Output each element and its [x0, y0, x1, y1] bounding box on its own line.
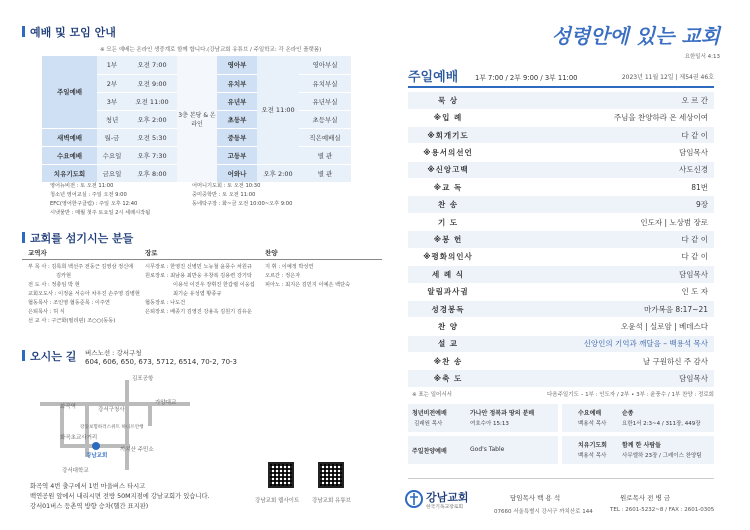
order-row	[408, 92, 714, 109]
heal-label: 치유기도회	[42, 164, 97, 182]
order-value: 81번	[691, 182, 708, 192]
map-label: 가양대교	[155, 400, 177, 406]
directions-map	[30, 372, 200, 472]
wed-service-box	[562, 404, 714, 432]
order-row	[408, 109, 714, 126]
staff-line: 오르간 : 정은자	[265, 273, 301, 279]
school-name: 초등부	[217, 110, 257, 128]
staff-line: 이용석 이진우 장휘진 한갑렬 이웅섭	[173, 282, 255, 288]
program-item: EFC(영어한구클럽) : 주일 오후 12:40	[50, 201, 138, 207]
school-name: 영아부	[217, 56, 257, 74]
order-value: 인도자 | 노상범 장로	[640, 217, 708, 227]
school-name: 중등부	[217, 128, 257, 146]
box-title: God's Table	[470, 446, 505, 453]
school-name: 어와나	[217, 164, 257, 182]
staff-line: 협동목사 : 조인영 협동준목 : 이주연	[28, 300, 110, 306]
order-label: 찬 양	[437, 321, 459, 331]
order-row	[408, 162, 714, 179]
map-label: 김포공항	[132, 376, 154, 382]
staff-line: 선 교 사 : 구근화(필리핀) 조○○(동동)	[28, 318, 116, 324]
divider	[408, 478, 714, 479]
staff-col-head: 장로	[145, 249, 158, 257]
heal-time: 오후 8:00	[127, 164, 177, 182]
bus-stop: 버스노선 : 강서구청	[85, 349, 142, 357]
program-item: 청소년 영어교실 : 주일 오전 9:00	[50, 192, 127, 198]
order-value: 9장	[695, 200, 708, 210]
order-label: ※신앙고백	[427, 165, 469, 175]
motto-reference: 요한일서 4:13	[684, 54, 720, 60]
order-row	[408, 214, 714, 231]
map-road	[148, 406, 152, 426]
church-phone: TEL : 2601-5232~8 / FAX : 2601-0305	[610, 507, 715, 513]
order-value: 담임목사	[679, 269, 708, 279]
church-motto-title: 성령안에 있는 교회	[551, 24, 720, 48]
school-name: 고등부	[217, 146, 257, 164]
order-row	[408, 336, 714, 353]
heal-day: 금요일	[97, 164, 127, 182]
order-label: ※축 도	[433, 374, 463, 384]
wed-day: 수요일	[97, 146, 127, 164]
staff-line: 교회오도사 : 이정윤 서승아 차우진 손주영 김병현	[28, 291, 140, 297]
map-label: 강서구청사	[98, 407, 125, 413]
box-label: 청년비전예배	[412, 410, 447, 417]
sunday-time: 오전 7:00	[127, 56, 177, 74]
box-ref: 요한1서 2:3~4 / 311장, 449장	[622, 421, 701, 427]
staff-col2	[145, 263, 255, 317]
staff-line: 협동장로 : 나도건	[145, 300, 186, 306]
healing-prayer-box	[562, 436, 714, 464]
church-logo-icon	[404, 489, 424, 509]
sunday-time: 오전 11:00	[127, 92, 177, 110]
order-label: ※용서의선언	[423, 147, 473, 157]
sunday-part: 1부	[97, 56, 127, 74]
divider	[22, 259, 382, 260]
order-label: 세 례 식	[432, 269, 464, 279]
box-ref: 사무엘하 23장 / 그레이스 찬양팀	[622, 453, 702, 459]
praise-service-box	[408, 436, 558, 464]
sunday-part: 3부	[97, 92, 127, 110]
school-place: 유년부실	[299, 92, 351, 110]
order-label: ※회개기도	[427, 130, 469, 140]
order-value: 다 같 이	[681, 234, 708, 244]
order-row	[408, 196, 714, 213]
school-place: 유치부실	[299, 74, 351, 92]
order-value: 다 같 이	[681, 130, 708, 140]
staff-col1	[28, 263, 140, 326]
worship-section-title: 예배 및 모임 안내	[22, 24, 116, 40]
dawn-label: 새벽예배	[42, 128, 97, 146]
church-name: 강남교회	[426, 491, 469, 504]
order-value: 주님을 찬양하라 온 세상이여	[613, 113, 708, 123]
order-label: 기 도	[437, 217, 459, 227]
staff-line: 김카현	[56, 273, 72, 279]
order-label: ※교 독	[433, 182, 463, 192]
sunday-part: 청년	[97, 110, 127, 128]
worship-schedule-table	[42, 56, 351, 183]
staff-col3	[265, 263, 350, 290]
program-item: 시냇물반 : 매월 첫주 토요일 2시 세례시작됨	[50, 210, 151, 216]
church-address: 07660 서울특별시 강서구 까치산로 144	[494, 509, 593, 515]
youtube-qr-code[interactable]	[318, 462, 344, 488]
order-row	[408, 353, 714, 370]
map-label: 화곡역	[60, 404, 76, 410]
service-place: 3층 본당 & 온라인	[177, 56, 217, 182]
staff-line: 지 휘 : 이예정 박성연	[265, 264, 314, 270]
worship-note: ※ 모든 예배는 온라인 생중계로 함께 합니다.(강남교회 유튜브 / 주일학교: 각 온라인 플랫폼)	[100, 47, 322, 53]
map-label: 화곡초교사거리	[60, 435, 98, 441]
direction-line: 강서01버스 등촌역 방향 승차(헬간 표지판)	[30, 503, 149, 510]
box-label: 치유기도회	[578, 442, 607, 449]
bus-numbers: 604, 606, 650, 673, 5712, 6514, 70-2, 70-3	[85, 358, 237, 366]
staff-line: 최기순 유성엽 황종규	[173, 291, 222, 297]
box-title: 함께 한 사람들	[622, 442, 661, 449]
map-label: 강동보험하러스위트 하니르안행	[80, 425, 144, 430]
box-ref: 여호수아 15:13	[470, 421, 509, 427]
school-time: 오후 2:00	[257, 164, 299, 182]
school-place: 초등부실	[299, 110, 351, 128]
order-value: 담임목사	[679, 374, 708, 384]
order-label: 설 교	[437, 339, 459, 349]
school-place: 영아부실	[299, 56, 351, 74]
sunday-time: 오전 9:00	[127, 74, 177, 92]
order-row	[408, 249, 714, 266]
map-label: 강서대학교	[62, 468, 89, 474]
box-speaker: 김래원 목사	[414, 421, 443, 427]
order-label: 묵 상	[437, 95, 459, 105]
box-title: 가나안 정복과 땅의 분배	[470, 410, 535, 417]
extra-programs-left	[50, 182, 150, 218]
program-item: 영어뉴비전 : 토 오전 11:00	[50, 183, 114, 189]
school-place: 직은예배실	[299, 128, 351, 146]
order-value: 오윤석 | 실로암 | 베데스다	[620, 321, 708, 331]
staff-col-head: 교역자	[28, 249, 47, 257]
order-label: 알림과사귐	[427, 287, 469, 297]
order-label: ※봉 헌	[433, 234, 463, 244]
order-row	[408, 127, 714, 144]
order-value: 다 같 이	[681, 252, 708, 262]
youth-service-box	[408, 404, 558, 432]
directions-section-title: 오시는 길	[22, 348, 76, 364]
service-title: 주일예배	[408, 70, 459, 85]
direction-line: 백연공원 앞에서 내리시면 전방 50M지점에 강남교회가 있습니다.	[30, 493, 210, 500]
order-row	[408, 144, 714, 161]
order-label: 찬 송	[437, 200, 459, 210]
prayer-note: 다음주일기도 – 1부 : 인도자 / 2부 • 3부 : 윤풍수 / 1부 찬양 : 정로회	[546, 392, 714, 398]
school-place: 별 관	[299, 146, 351, 164]
order-row	[408, 318, 714, 335]
school-time: 오전 11:00	[257, 56, 299, 164]
service-times: 1부 7:00 / 2부 9:00 / 3부 11:00	[475, 74, 578, 82]
staff-line: 부 목 사 : 김록희 백선주 전동근 김영삼 정신애	[28, 264, 134, 270]
order-row	[408, 266, 714, 283]
order-value: 마가복음 8:17~21	[643, 304, 708, 314]
box-label: 수요예배	[578, 410, 602, 417]
website-qr-code[interactable]	[268, 462, 294, 488]
staff-line: 은퇴장로 : 배종기 김영진 강용옥 김원기 김유운	[145, 309, 252, 315]
bulletin-date: 2023년 11월 12일 | 제54권 46호	[621, 74, 714, 81]
box-speaker: 백용석 목사	[578, 453, 607, 459]
map-label: 까치산 주민소	[120, 447, 154, 453]
qr-label: 강남교회 유튜브	[312, 498, 351, 504]
order-value: 오 르 간	[681, 95, 708, 105]
sunday-time: 오후 2:00	[127, 110, 177, 128]
order-row	[408, 283, 714, 300]
program-item: 동네탁구장 : 화~금 오전 10:00~오후 9:00	[192, 201, 293, 207]
staff-line: 원로장로 : 최남용 최반웅 우창복 김용련 강기탁	[145, 273, 252, 279]
order-label: ※찬 송	[433, 356, 463, 366]
box-speaker: 백용석 목사	[578, 421, 607, 427]
sunday-label: 주일예배	[42, 56, 97, 128]
staff-line: 은퇴목사 : 허 식	[28, 309, 65, 315]
program-item: 중미중학반 : 토 오전 11:00	[192, 192, 256, 198]
order-row	[408, 231, 714, 248]
school-place: 별 관	[299, 164, 351, 182]
wed-label: 수요예배	[42, 146, 97, 164]
extra-programs-right	[192, 182, 292, 209]
divider	[408, 86, 714, 88]
emeritus-pastor: 원로목사 전 병 금	[620, 494, 671, 502]
order-row	[408, 370, 714, 387]
staff-line: 시무장로 : 한영진 신병민 노능철 윤풍수 차원규	[145, 264, 252, 270]
dawn-time: 오전 5:30	[127, 128, 177, 146]
sunday-part: 2부	[97, 74, 127, 92]
program-item: 어머니기도회 : 토 오전 10:30	[192, 183, 261, 189]
school-name: 유년부	[217, 92, 257, 110]
order-label: ※평화의인사	[423, 252, 473, 262]
order-label: 성경봉독	[431, 304, 465, 314]
staff-col-head: 찬양	[265, 249, 278, 257]
box-label: 주일찬양예배	[412, 448, 447, 455]
wed-time: 오후 7:30	[127, 146, 177, 164]
order-label: ※입 례	[433, 113, 463, 123]
church-marker	[92, 442, 100, 450]
order-value: 인 도 자	[681, 287, 708, 297]
stand-note: ※ 표는 일어서서	[412, 392, 452, 398]
staff-line: 피아노 : 최지은 김민지 이예은 백단숙	[265, 282, 351, 288]
map-label: 강남교회	[86, 453, 108, 459]
denomination: 한국기독교장로회	[426, 505, 464, 510]
staff-line: 전 도 사 : 정충임 박 현	[28, 282, 80, 288]
directions-text	[30, 482, 210, 512]
order-row	[408, 179, 714, 196]
order-row	[408, 301, 714, 318]
senior-pastor: 담임목사 백 용 석	[510, 494, 561, 502]
order-value: 날 구원하신 주 감사	[642, 356, 708, 366]
qr-label: 강남교회 웹사이트	[255, 498, 300, 504]
order-value: 담임목사	[679, 147, 708, 157]
box-title: 순종	[622, 410, 634, 417]
direction-line: 화곡역 4번 출구에서 1번 마을버스 타시고	[30, 483, 146, 490]
order-value: 사도신경	[679, 165, 708, 175]
dawn-day: 월-금	[97, 128, 127, 146]
order-value: 신앙인의 기억과 깨달음 – 백용석 목사	[583, 339, 708, 349]
school-name: 유치부	[217, 74, 257, 92]
staff-section-title: 교회를 섬기시는 분들	[22, 230, 133, 246]
